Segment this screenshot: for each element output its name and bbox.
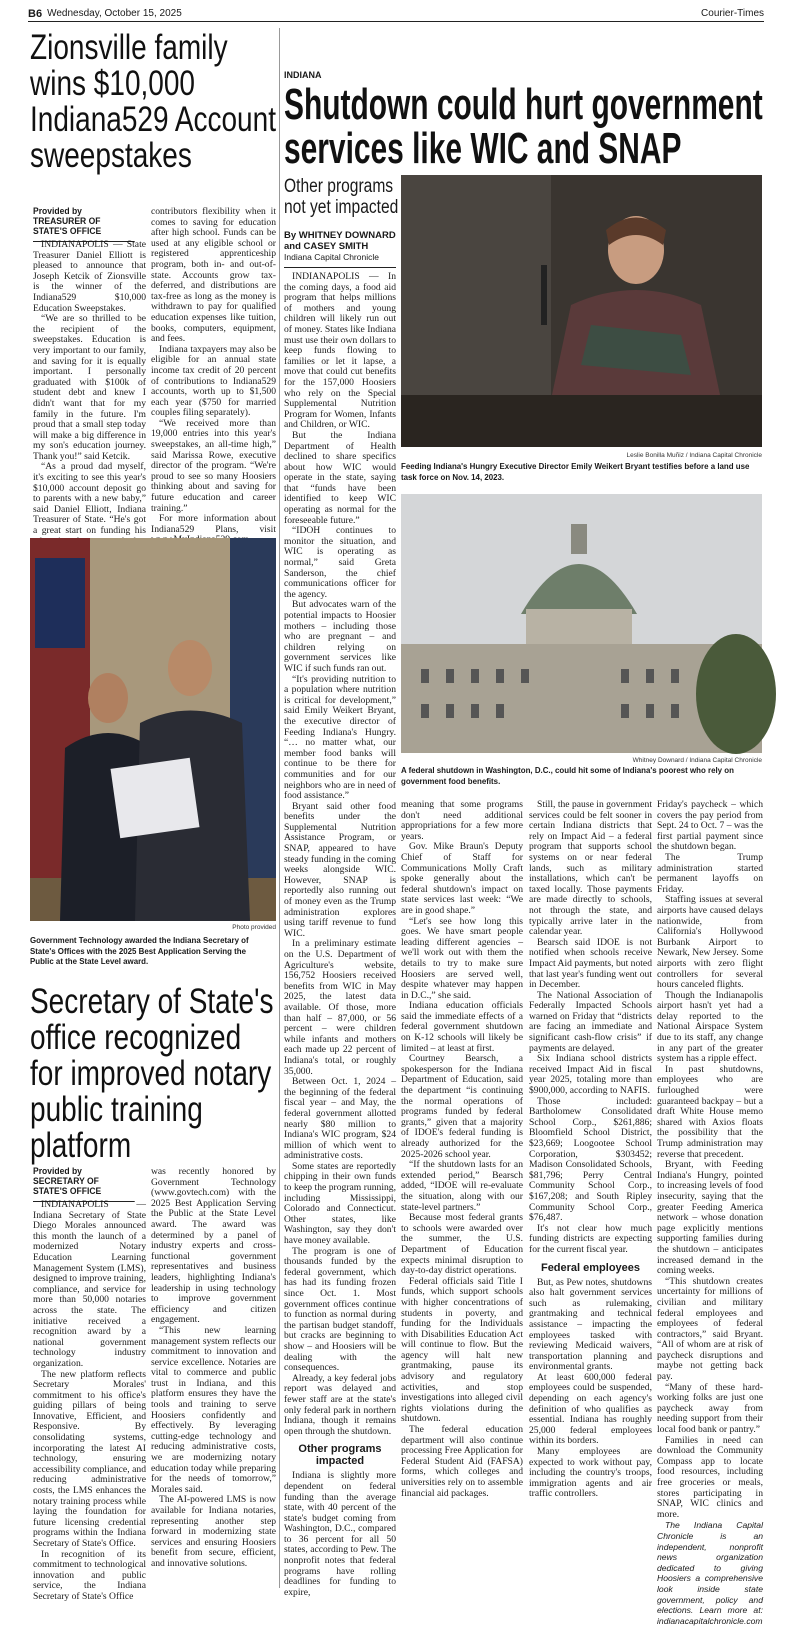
paragraph: But advocates warn of the potential impacts to Hoosier mothers – including those who are pregnant – and children relying on government services like WIC if such funds ran out. xyxy=(284,599,396,674)
paragraph: The Trump administration started permanent layoffs on Friday. xyxy=(657,851,763,895)
photo-caption: Feeding Indiana's Hungry Executive Director Emily Weikert Bryant testifies before a land use task force on Nov. 14, 2023. xyxy=(401,461,750,482)
bryant-photo xyxy=(401,175,762,447)
paragraph: “It's providing nutrition to a population where nutrition is critical for development,” said Emily Weikert Bryant, the executive director of Feeding Indiana's Hungry. “… no matter what, our member food banks will continue to be there for communities and for our neighbors who are in need of food assistance.” xyxy=(284,673,396,802)
paragraph: Because most federal grants to schools were awarded over the summer, the U.S. Department of Education expects minimal disruption to day-to-day district operations. xyxy=(401,1212,523,1277)
byline xyxy=(284,230,396,268)
story3-column-1 xyxy=(284,271,396,1598)
author-line: By WHITNEY DOWNARD xyxy=(284,230,396,241)
paragraph: Already, a key federal jobs report was delayed and fewer staff are at the state's only federal park in northern Indiana, though it remains open through the shutdown. xyxy=(284,1372,396,1437)
capitol-photo-image xyxy=(401,494,762,753)
paragraph: Friday's paycheck – which covers the pay period from Sept. 24 to Oct. 7 – was the first partial payment since the shutdown began. xyxy=(657,799,763,853)
headline-line: for improved notary xyxy=(30,1054,272,1093)
deck-and-byline xyxy=(284,176,399,268)
paragraph: Courtney Bearsch, a spokesperson for the Indiana Department of Education, said the department “is continuing the normal operations of programs funded by federal grants,” given that a majority of IDOE's federal funding is already authorized for the 2025-2026 school year. xyxy=(401,1053,523,1160)
paragraph: INDIANAPOLIS — In the coming days, a food aid program that helps millions of mothers and young children will likely run out of money. States like Indiana must use their own dollars to keep funds flowing to families or let it lapse, a move that could cut benefits for the 157,000 Hoosiers who rely on the Special Supplemental Nutrition Program for Women, Infants and Children, or WIC. xyxy=(284,271,396,431)
paragraph: Still, the pause in government services could be felt sooner in certain Indiana districts that rely on Impact Aid – a federal program that supports school systems on or near federal lands, such as military installations, which can't be taxed locally. Those payments are made directly to schools, not through the state, and typically arrive later in the calendar year. xyxy=(529,799,652,938)
paragraph: The AI-powered LMS is now available for Indiana notaries, representing another step forward in modernizing state services and ensuring Hoosiers benefit from secure, efficient, and innovative solutions. xyxy=(151,1494,276,1569)
story3-column-2 xyxy=(401,800,523,1586)
story-deck: Other programs not yet impacted xyxy=(284,176,399,218)
story2-headline xyxy=(30,984,286,1164)
headline-line: services like WIC and SNAP xyxy=(284,124,682,173)
headline-line: sweepstakes xyxy=(30,136,192,175)
headline-line: Shutdown could hurt government xyxy=(284,80,763,129)
bryant-photo-image xyxy=(401,175,762,447)
paragraph: It's not clear how much funding districts are expecting for the current fiscal year. xyxy=(529,1222,652,1255)
paragraph: “This new learning management system reflects our commitment to innovation and service excellence. Notaries are vital to commerce and public trust in Indiana, and this platform ensures they have the tools and training to serve Hoosiers confidently and effectively. By leveraging cutting-edge technology and reducing administrative costs, we are modernizing notary education today while preparing for the needs of tomorrow,” Morales said. xyxy=(151,1324,276,1495)
paragraph: The National Association of Federally Impacted Schools warned on Friday that “districts are facing an immediate and significant cash-flow crisis” if payments are delayed. xyxy=(529,989,652,1054)
headline-line: wins $10,000 xyxy=(30,64,196,103)
award-photo-image xyxy=(30,538,276,921)
paragraph: INDIANAPOLIS — State Treasurer Daniel Elliott is pleased to announce that Joseph Ketcik of Zionsville is the winner of the Indiana529 $10,000 Education Sweepstakes. xyxy=(33,239,146,314)
headline-line: office recognized xyxy=(30,1018,242,1057)
story3-headline xyxy=(284,80,774,173)
paragraph: “As a proud dad myself, it's exciting to see this year's $10,000 account deposit go to parents with a new baby,” said Daniel Elliott, Indiana Treasurer of State. “He's got a great start on funding his xyxy=(33,461,146,537)
paragraph: Bryant said other food benefits under the Supplemental Nutrition Assistance Program, or SNAP, appeared to have steady funding in the coming weeks alongside WIC. However, SNAP is reportedly also running out of money even as the Trump administration explores using tariff revenue to fund WIC. xyxy=(284,800,396,939)
paragraph: meaning that some programs don't need additional appropriations for a few more years. xyxy=(401,799,523,842)
story3-column-4 xyxy=(657,799,763,1626)
story3-column-3 xyxy=(529,800,652,1586)
paragraph: The Indiana Capital Chronicle is an independent, nonprofit news organization dedicated to giving Hoosiers a comprehensive look inside state government, policy and elections. Learn more at: indianacapitalchronicle.com xyxy=(657,1520,763,1626)
photo-credit: Leslie Bonilla Muñiz / Indiana Capital Chronicle xyxy=(626,452,762,459)
paragraph: Indiana taxpayers may also be eligible for an annual state income tax credit of 20 percent of contributions to Indiana529 accounts, worth up to $1,500 each year ($750 for married couples filing separately). xyxy=(151,343,276,419)
paragraph: Though the Indianapolis airport hasn't yet had a delay reported to the National Airspace System due to its staff, any change in any part of the greater system has a ripple effect. xyxy=(657,989,763,1065)
paragraph: “We are so thrilled to be the recipient of the sweepstakes. Education is very important to our family, and saving for it is equally important. I personally graduated with $100k of student debt and knew I didn't want that for my family in the future. I'm proud that a small step today will make a big difference in my son's education journey. Thank you!” said Ketcik. xyxy=(33,313,146,462)
story1-column-1 xyxy=(33,239,146,537)
paragraph: contributors flexibility when it comes to saving for education after high school. Funds can be used at any eligible school or registered apprenticeship program, both in- and out-of-state. Accounts grow tax-deferred, and distributions are tax-free as long as the money is withdrawn to pay for qualified education expenses like tuition, books, computers, equipment, and fees. xyxy=(151,206,276,345)
issue-date: Wednesday, October 15, 2025 xyxy=(47,8,182,19)
paragraph: was recently honored by Government Technology (www.govtech.com) with the 2025 Best Application Serving the Public at the State Level award. The award was determined by a panel of industry experts and cross-functional government representatives and business leaders, highlighting Indiana's leadership in using technology to improve government efficiency and citizen engagement. xyxy=(151,1166,276,1326)
outlet-name: Indiana Capital Chronicle xyxy=(284,252,379,262)
paragraph: Those included: Bartholomew Consolidated School Corp., $261,886; Bloomfield School District, $23,669; Loogootee School Corporation, $303452; Madison Consolidated Schools, $81,796; Perry Central Community School Corp., $167,208; and South Ripley Community School Corp., $76,487. xyxy=(529,1095,652,1224)
paragraph: Six Indiana school districts received Impact Aid in fiscal year 2025, totaling more than $900,000, according to NAFIS. xyxy=(529,1053,652,1097)
photo-caption: A federal shutdown in Washington, D.C., could hit some of Indiana's poorest who rely on government food benefits. xyxy=(401,765,734,786)
capitol-photo xyxy=(401,494,762,753)
paragraph: Families in need can download the Community Compass app to locate food resources, including free groceries or meals, stores participating in SNAP, WIC clinics and more. xyxy=(657,1434,763,1520)
paragraph: Between Oct. 1, 2024 – the beginning of the federal fiscal year – and May, the federal government allotted nearly $80 million to Indiana's WIC program, $24 million of which went to administrative costs. xyxy=(284,1076,396,1162)
paragraph: “IDOH continues to monitor the situation, and WIC is operating as normal,” said Greta Sanderson, the chief communications officer for the agency. xyxy=(284,525,396,600)
headline-line: public training platform xyxy=(30,1090,203,1165)
paragraph: The program is one of thousands funded by the federal government, which has had its funding frozen since Oct. 1. Most government offices continue to function as normal during the partisan budget standoff, but cracks are beginning to show – and Hoosiers will be dealing with the consequences. xyxy=(284,1245,396,1374)
paragraph: At least 600,000 federal employees could be suspended, depending on each agency's definition of who qualifies as essential. Indiana has roughly 25,000 federal employees within its borders. xyxy=(529,1371,652,1447)
paragraph: Indiana is slightly more dependent on federal funding than the average state, with 40 percent of the state's budget coming from Washington, D.C., compared to 36 percent for all 50 states, according to Pew. The nonprofit notes that federal programs have rolling deadlines for funding to expire, xyxy=(284,1470,396,1598)
column-divider xyxy=(279,28,280,1588)
story1-column-2 xyxy=(151,206,276,535)
page-number: B6 xyxy=(28,7,43,20)
award-photo xyxy=(30,538,276,921)
author-line: and CASEY SMITH xyxy=(284,241,369,252)
page-header xyxy=(28,6,764,22)
photo-credit: Whitney Downard / Indiana Capital Chronicle xyxy=(632,757,762,764)
paragraph: For more information about Indiana529 Plans, visit xyxy=(151,513,276,535)
paragraph: Bryant, with Feeding Indiana's Hungry, pointed to increasing levels of food insecurity, saying that the greater Feeding America network – whose donation page explicitly mentions supporting families during the shutdown – anticipates increased demand in the coming weeks. xyxy=(657,1159,763,1277)
paragraph: In past shutdowns, employees who are furloughed were guaranteed backpay – but a draft White House memo shared with Axios floats the possibility that the Trump administration may reverse that precedent. xyxy=(657,1063,763,1160)
paragraph: In a preliminary estimate on the U.S. Department of Agriculture's website, 156,752 Hoosiers received benefits from WIC in May 2025, the latest data available. Of those, more than half – 87,000, or 56 percent – were children while infants and mothers each made up 22 percent of Indiana's total, or roughly 35,000. xyxy=(284,938,396,1077)
paragraph: Staffing issues at several airports have caused delays nationwide, from California's Hollywood Burbank Airport to Newark, New Jersey. Some airports with zero flight controllers for several hours canceled flights. xyxy=(657,894,763,991)
paragraph: In recognition of its commitment to technological innovation and public service, the Indiana Secretary of State's Office xyxy=(33,1548,146,1602)
section-kicker: INDIANA xyxy=(284,70,322,80)
headline-line: Indiana529 Account xyxy=(30,100,276,139)
story2-column-1 xyxy=(33,1199,146,1602)
paragraph: “Let's see how long this goes. We have smart people leading different agencies – we'll work out with them the details to try to make sure Hoosiers are served well, despite whatever may happen in D.C.,” she said. xyxy=(401,915,523,1001)
paragraph: “Many of these hard-working folks are just one paycheck away from needing support from their local food bank or pantry.” xyxy=(657,1381,763,1436)
paragraph: The new platform reflects Secretary Morales' commitment to his office's guiding pillars of being Innovative, Efficient, and Responsive. By consolidating systems, incorporating the latest AI technology, ensuring accessibility compliance, and reducing administrative costs, the LMS enhances the notary training process while laying the foundation for future licensing credential programs within the Indiana Secretary of State's Office. xyxy=(33,1368,146,1549)
paragraph: INDIANAPOLIS — Indiana Secretary of State Diego Morales announced this month the launch of a modernized Notary Education Learning Management System (LMS), designed to improve training, compliance, and service for more than 50,000 notaries across the state. The initiative received a recognition award by a national government technology industry organization. xyxy=(33,1199,146,1369)
provided-by: Provided by TREASURER OF STATE'S OFFICE xyxy=(33,207,135,242)
photo-credit: Photo provided xyxy=(232,924,276,931)
paragraph: Federal officials said Title I funds, which support schools with higher concentrations of students in poverty, and funding for the Individuals with Disabilities Education Act will continue to flow. But the agency will halt new grantmaking, pause its advisory and regulatory activities, and stop investigations into alleged civil rights violations during the shutdown. xyxy=(401,1275,523,1425)
story2-column-2 xyxy=(151,1167,276,1586)
paragraph: But, as Pew notes, shutdowns also halt government services such as rulemaking, grantmaking and technical assistance – impacting the employees tasked with reviewing Medicaid waivers, transportation planning and environmental grants. xyxy=(529,1276,652,1373)
headline-line: Zionsville family xyxy=(30,28,228,67)
photo-caption: Government Technology awarded the Indiana Secretary of State's Offices with the 2025 Best Application Serving the Public at the State Level award. xyxy=(30,935,249,966)
paragraph: But the Indiana Department of Health declined to share specifics about how WIC would operate in the state, saying that “funds have been identified to keep WIC operating as normal for the foreseeable future.” xyxy=(284,429,396,526)
paragraph: “If the shutdown lasts for an extended period,” Bearsch added, “IDOE will re-evaluate the situation, along with our state-level partners.” xyxy=(401,1159,523,1213)
subheading: Federal employees xyxy=(540,1261,641,1274)
paragraph: “We received more than 19,000 entries into this year's sweepstakes, an all-time high,” said Marissa Rowe, executive director of the program. “We're proud to see so many Hoosiers thinking about and saving for future education and career training.” xyxy=(151,417,276,514)
subheading: Other programs impacted xyxy=(298,1443,382,1468)
paragraph: Many employees are expected to work without pay, including the country's troops, immigration agents and air traffic controllers. xyxy=(529,1446,652,1500)
story1-headline xyxy=(30,30,286,174)
headline-line: Secretary of State's xyxy=(30,982,274,1021)
paragraph: Indiana education officials said the immediate effects of a federal government shutdown on K-12 schools will likely be limited – at least at first. xyxy=(401,1000,523,1054)
paragraph: The federal education department will also continue processing Free Application for Federal Student Aid (FAFSA) forms, which colleges and universities rely on to assemble financial aid packages. xyxy=(401,1424,523,1499)
paragraph: Some states are reportedly chipping in their own funds to keep the program running, including Mississippi, Colorado and Connecticut. Other states, like Washington, say they don't have money available. xyxy=(284,1160,396,1247)
provided-by: Provided by SECRETARY OF STATE'S OFFICE xyxy=(33,1167,135,1202)
story-deck-box xyxy=(284,176,399,220)
paragraph: “This shutdown creates uncertainty for millions of civilian and military federal employees and employees of federal contractors,” said Bryant. “All of whom are at risk of paycheck disruptions and maybe not getting back pay. xyxy=(657,1275,763,1383)
paragraph: Bearsch said IDOE is not notified when schools receive Impact Aid payments, but noted that last year's funding went out in December. xyxy=(529,936,652,991)
publication-name: Courier-Times xyxy=(701,8,764,19)
paragraph: Gov. Mike Braun's Deputy Chief of Staff for Communications Molly Craft spoke generally about the federal shutdown's impact on state services last week: “We are in good shape.” xyxy=(401,841,523,916)
